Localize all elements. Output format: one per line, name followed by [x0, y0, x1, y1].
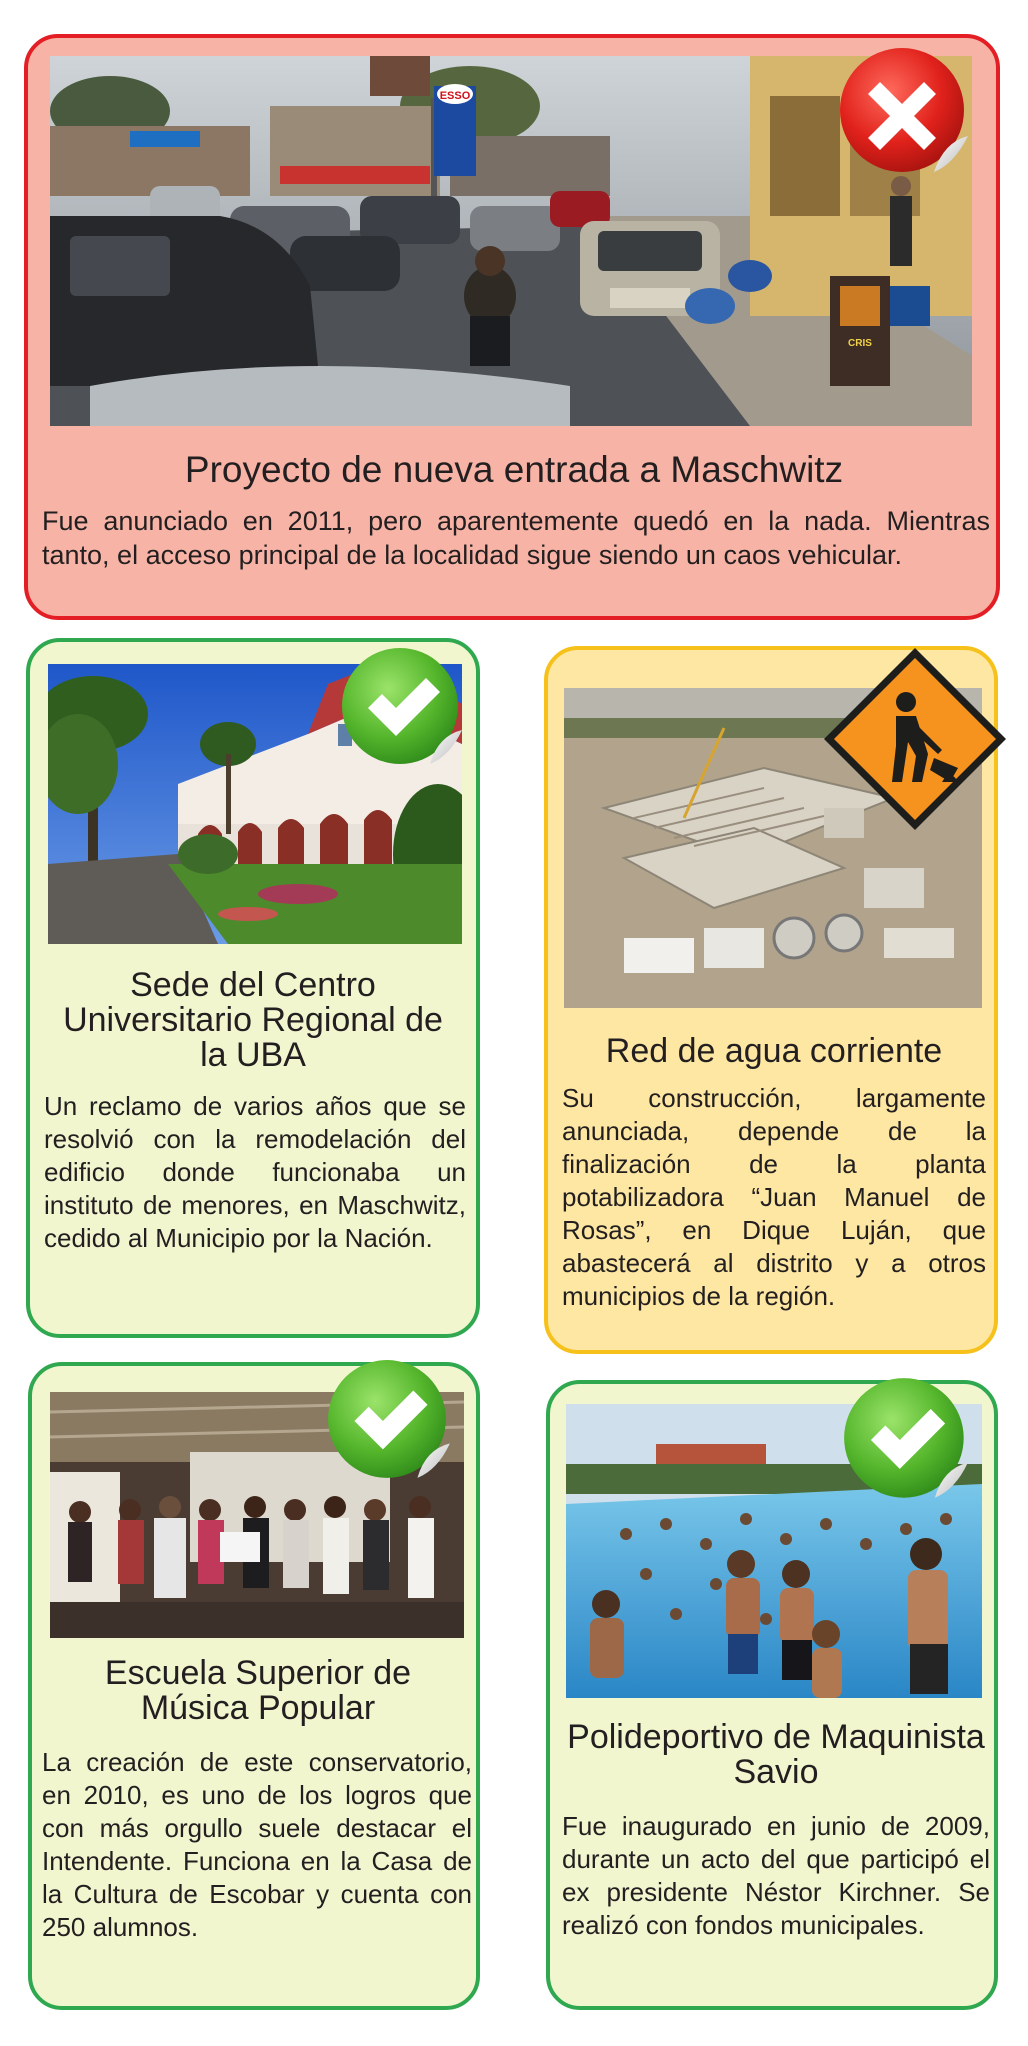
store-sign-text: CRIS — [848, 338, 872, 349]
check-mark-icon — [324, 1356, 456, 1488]
card-description: Su construcción, largamente anunciada, depende de la finalización de la planta potabilizadora “Juan Manuel de Rosas”, en Dique Luján, que abastecerá al distrito y a otros municipios de la región. — [562, 1083, 986, 1311]
card-description: Fue anunciado en 2011, pero aparentemente quedó en la nada. Mientras tanto, el acceso principal de la localidad sigue siendo un caos vehicular. — [42, 506, 990, 570]
card-description: Un reclamo de varios años que se resolvió con la remodelación del edificio donde funcionaba un instituto de menores, en Maschwitz, cedido al Municipio por la Nación. — [44, 1091, 466, 1253]
check-mark-icon — [840, 1374, 974, 1508]
card-title: Proyecto de nueva entrada a Maschwitz — [184, 449, 844, 490]
x-mark-icon — [836, 44, 976, 184]
check-mark-icon — [338, 644, 468, 774]
card-title: Red de agua corriente — [605, 1032, 943, 1070]
card-description: La creación de este conservatorio, en 2010, es uno de los logros que con más orgullo suele destacar el Intendente. Funciona en la Casa de la Cultura de Escobar y cuenta con 250 alumnos. — [42, 1747, 472, 1942]
card-title: Escuela Superior de Música Popular — [104, 1654, 412, 1727]
card-title: Sede del Centro Universitario Regional de la UBA — [63, 966, 443, 1074]
construction-sign-icon — [818, 642, 1012, 836]
card-title: Polideportivo de Maquinista Savio — [567, 1718, 985, 1791]
card-description: Fue inaugurado en junio de 2009, durante un acto del que participó el ex presidente Néstor Kirchner. Se realizó con fondos municipales. — [562, 1811, 990, 1940]
esso-sign-text: ESSO — [439, 90, 471, 102]
traffic-jam-photo — [50, 56, 972, 426]
